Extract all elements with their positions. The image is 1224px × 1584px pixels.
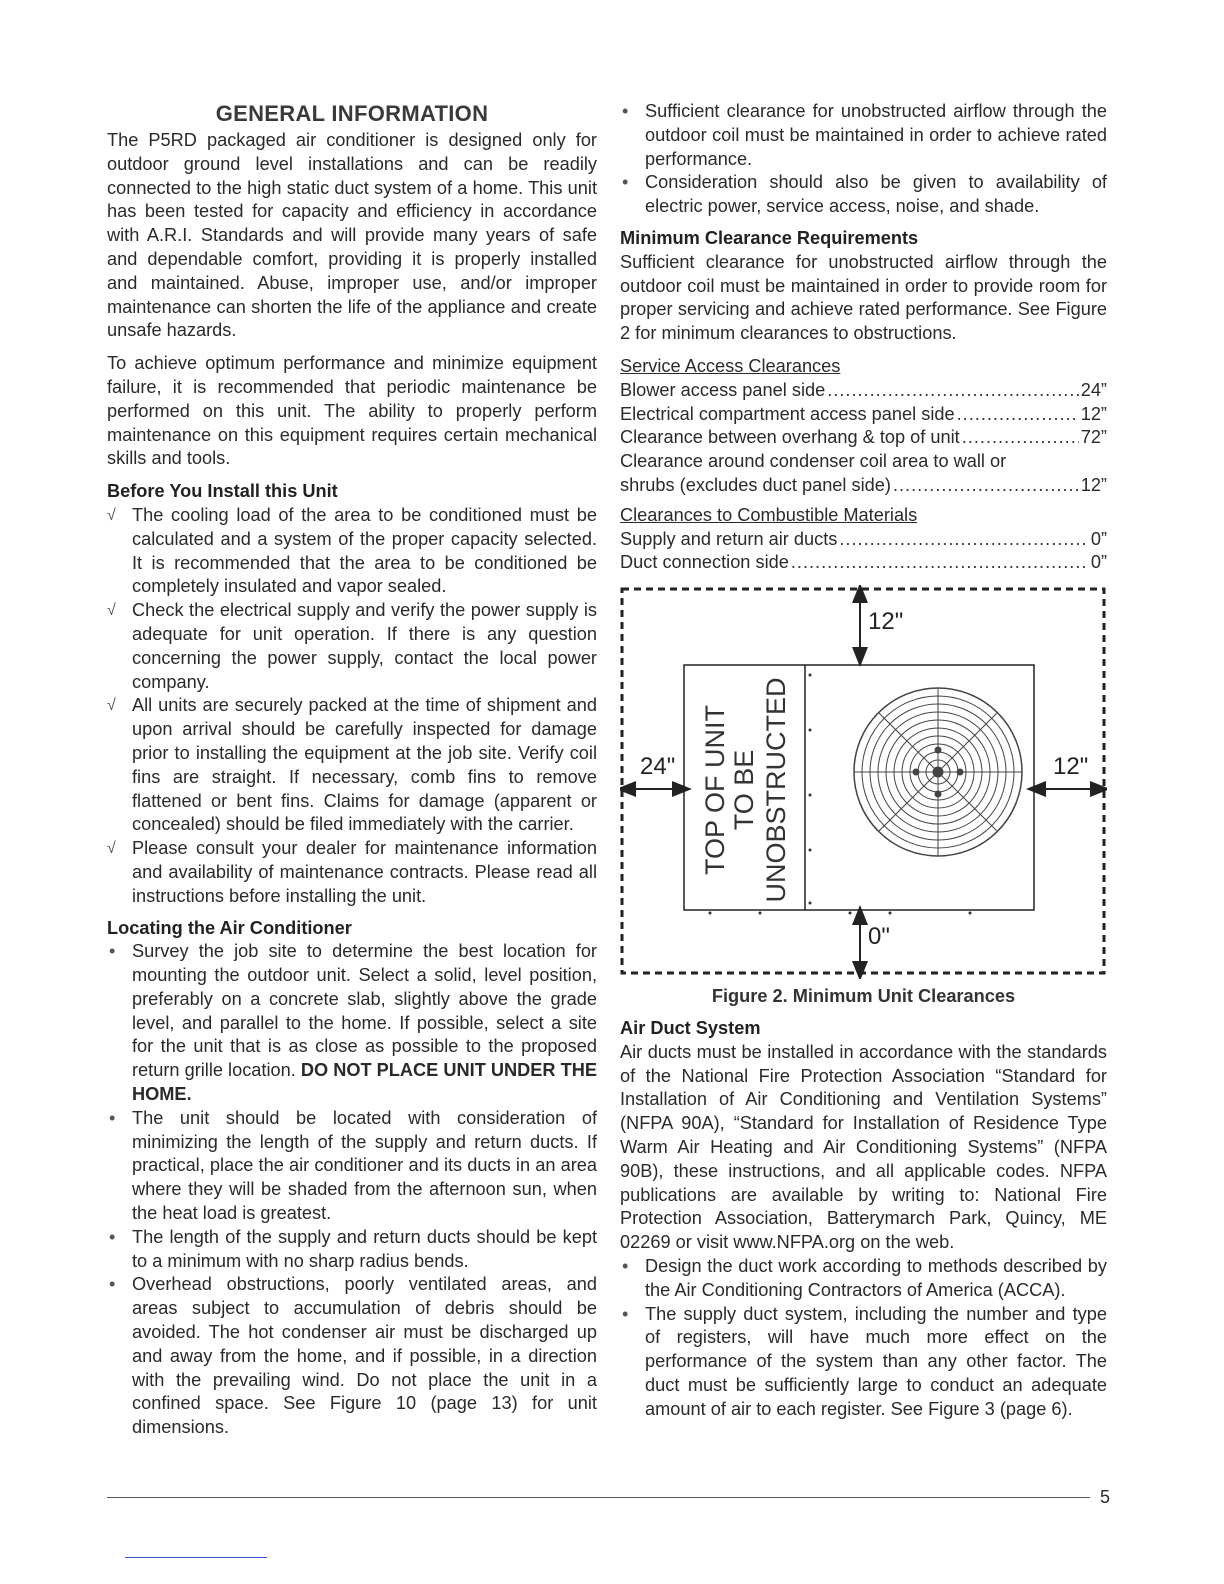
list-item: • Design the duct work according to methods described by the Air Conditioning Contractors of America (ACCA). [622, 1255, 1107, 1300]
bullet-icon: • [109, 1226, 116, 1247]
section-title: GENERAL INFORMATION [215, 101, 489, 126]
list-item: √ The cooling load of the area to be conditioned must be calculated and a system of the proper capacity selected. It is recommended that the area to be conditioned be completely insulated and vapor sealed. [107, 504, 597, 597]
right-clearance-label: 12" [1053, 753, 1089, 781]
min-clearance-heading: Minimum Clearance Requirements [620, 227, 919, 248]
clearance-row: Clearance between overhang & top of unit ..... 72” [620, 426, 1107, 450]
link-underline [125, 1557, 267, 1558]
locating-heading: Locating the Air Conditioner [107, 917, 352, 938]
page-number: 5 [1100, 1487, 1111, 1507]
bullet-icon: • [622, 1303, 629, 1324]
air-duct-list [620, 1255, 1107, 1422]
list-item: • Sufficient clearance for unobstructed airflow through the outdoor coil must be maintained in order to achieve rated performance. [622, 101, 1107, 169]
unobstructed-label: UNOBSTRUCTED [761, 677, 791, 903]
list-item: √ Please consult your dealer for maintenance information and availability of maintenance contracts. Please read all instructions before installing the unit. [107, 838, 597, 906]
air-duct-paragraph: Air ducts must be installed in accordance with the standards of the National Fire Protection Association “Standard for Installation of Air Conditioning and Ventilation Systems” (NFPA 90A), “Standard for Installation of Residence Type Warm Air Heating and Air Conditioning Systems” (NFPA 90B), these instructions, and all applicable codes. NFPA publications are available by writing to: National Fire Protection Association, Batterymarch Park, Quincy, ME 02269 or visit www.NFPA.org on the web. [620, 1041, 1107, 1253]
air-duct-heading: Air Duct System [620, 1017, 761, 1038]
check-mark-icon: √ [107, 697, 116, 715]
list-item: • The supply duct system, including the number and type of registers, will have much more effect on the performance of the system than any other factor. The duct must be sufficiently large to conduct an adequate amount of air to each register. See Figure 3 (page 6). [622, 1303, 1107, 1419]
clearance-row: Duct connection side ..... 0” [620, 551, 1107, 575]
warning-text: DO NOT PLACE UNIT UNDER THE HOME. [132, 1060, 597, 1105]
top-clearance-label: 12" [868, 608, 904, 636]
clearance-row: Supply and return air ducts ..... 0” [620, 528, 1107, 552]
before-install-heading: Before You Install this Unit [107, 481, 338, 502]
combustible-heading: Clearances to Combustible Materials [620, 504, 918, 525]
airflow-list [620, 100, 1107, 219]
fan-grille-icon [854, 688, 1022, 856]
list-item: • The unit should be located with consideration of minimizing the length of the supply and return ducts. If practical, place the air conditioner and its ducts in an area where they will be shaded from the afternoon sun, when the heat load is greatest. [109, 1107, 597, 1224]
before-install-list [107, 504, 597, 909]
clearance-diagram [620, 585, 1107, 979]
list-item: √ All units are securely packed at the time of shipment and upon arrival should be carefully inspected for damage prior to installing the equipment at the job site. Verify coil fins are straight. If necessary, comb fins to remove flattened or bent fins. Claims for damage (apparent or concealed) should be filed immediately with the carrier. [107, 695, 597, 835]
clearance-figure [620, 585, 1107, 979]
check-mark-icon: √ [107, 840, 116, 858]
bottom-clearance-label: 0" [868, 923, 890, 951]
list-item: • The length of the supply and return ducts should be kept to a minimum with no sharp radius bends. [109, 1226, 597, 1271]
clearance-row: Electrical compartment access panel side ..... 12” [620, 403, 1107, 427]
list-item: • Survey the job site to determine the best location for mounting the outdoor unit. Select a solid, level position, preferably on a concrete slab, slightly above the grade level, and parallel to the home. If possible, select a site for the unit that is as close as possible to the proposed return grille location. DO NOT PLACE UNIT UNDER THE HOME. [109, 941, 597, 1105]
to-be-label: TO BE [729, 749, 759, 831]
bullet-icon: • [109, 1107, 116, 1128]
clearance-row: Blower access panel side ..... 24” [620, 379, 1107, 403]
min-clearance-paragraph: Sufficient clearance for unobstructed airflow through the outdoor coil must be maintained in order to provide room for proper servicing and achieve rated performance. See Figure 2 for minimum clearances to obstructions. [620, 251, 1107, 344]
bullet-icon: • [622, 101, 629, 121]
clearance-row-line1: Clearance around condenser coil area to wall or [620, 451, 1007, 472]
check-mark-icon: √ [107, 506, 116, 524]
bullet-icon: • [622, 1255, 629, 1276]
bullet-icon: • [109, 1274, 116, 1295]
clearance-row: shrubs (excludes duct panel side) ..... 12” [620, 474, 1107, 498]
check-mark-icon: √ [107, 602, 116, 620]
bullet-icon: • [109, 941, 116, 962]
right-column [620, 100, 1107, 1425]
list-item: • Consideration should also be given to availability of electric power, service access, noise, and shade. [622, 172, 1107, 217]
service-access-heading: Service Access Clearances [620, 355, 841, 376]
figure-caption: Figure 2. Minimum Unit Clearances [711, 986, 1016, 1007]
list-item: √ Check the electrical supply and verify the power supply is adequate for unit operation. If there is any question concerning the power supply, contact the local power company. [107, 600, 597, 692]
locating-list [107, 940, 597, 1440]
top-of-unit-label: TOP OF UNIT [700, 705, 730, 876]
left-clearance-label: 24" [640, 753, 676, 781]
bullet-icon: • [622, 172, 629, 193]
list-item: • Overhead obstructions, poorly ventilated areas, and areas subject to accumulation of debris should be avoided. The hot condenser air must be discharged up and away from the home, and if possible, in a direction with the prevailing wind. Do not place the unit in a confined space. See Figure 10 (page 13) for unit dimensions. [109, 1274, 597, 1438]
intro-paragraph: The P5RD packaged air conditioner is designed only for outdoor ground level installations and can be readily connected to the high static duct system of a home. This unit has been tested for capacity and efficiency in accordance with A.R.I. Standards and will provide many years of safe and dependable comfort, providing it is properly installed and maintained. Abuse, improper use, and/or improper maintenance can shorten the life of the appliance and create unsafe hazards. [107, 130, 597, 341]
maintenance-paragraph: To achieve optimum performance and minimize equipment failure, it is recommended that periodic maintenance be performed on this unit. The ability to properly perform maintenance on this equipment requires certain mechanical skills and tools. [107, 353, 597, 469]
footer-rule [107, 1497, 1090, 1498]
left-column [107, 100, 597, 1444]
